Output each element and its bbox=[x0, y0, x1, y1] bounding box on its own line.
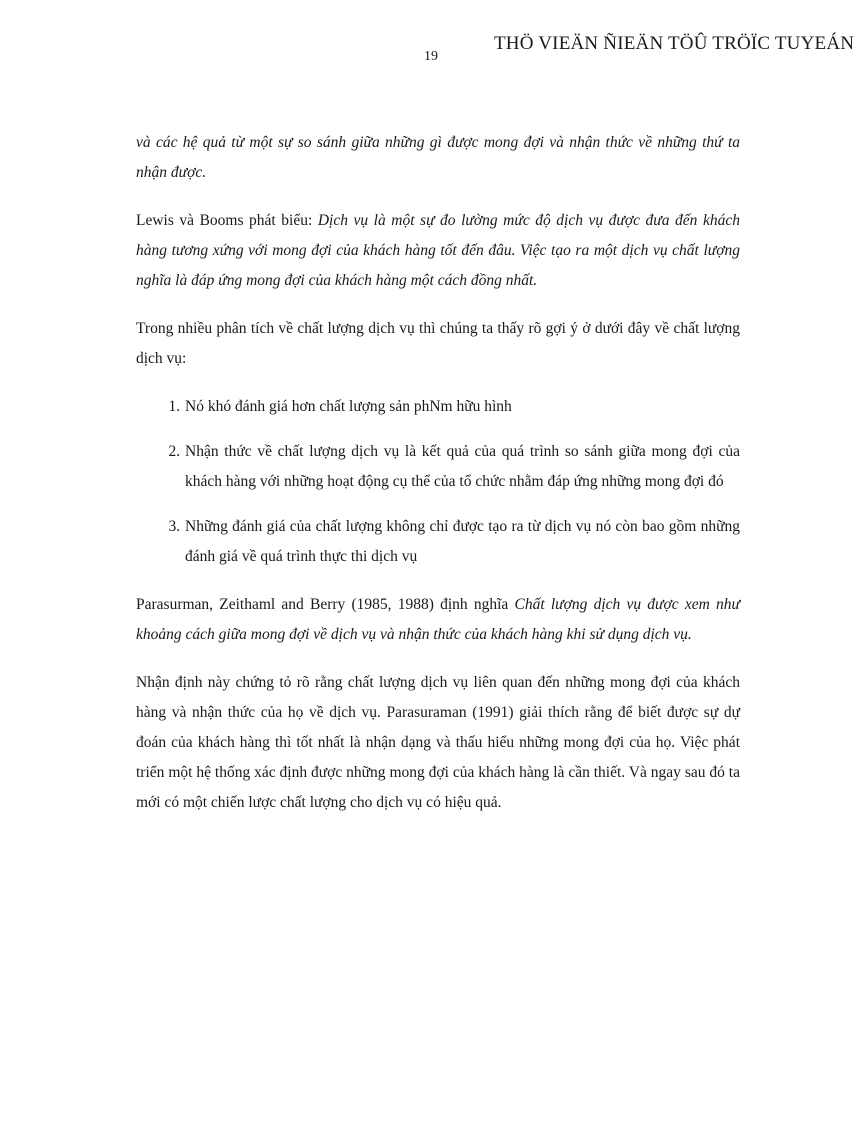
paragraph-analysis-intro: Trong nhiều phân tích về chất lượng dịch vụ thì chúng ta thấy rõ gợi ý ở dưới đây về chất lượng dịch vụ: bbox=[136, 320, 740, 367]
page-number: 19 bbox=[424, 49, 438, 64]
paragraph-conclusion: Nhận định này chứng tỏ rõ rằng chất lượng dịch vụ liên quan đến những mong đợi của khách hàng và nhận thức của họ về dịch vụ. Parasuraman (1991) giải thích rằng để biết được sự dự đoán của khách hàng thì tốt nhất là nhận dạng và thấu hiểu những mong đợi của họ. Việc phát triển một hệ thống xác định được những mong đợi của khách hàng là cần thiết. Và ngay sau đó ta mới có một chiến lược chất lượng cho dịch vụ có hiệu quả. bbox=[136, 674, 740, 811]
list-item: 2. Nhận thức về chất lượng dịch vụ là kết quả của quá trình so sánh giữa mong đợi của khách hàng với những hoạt động cụ thể của tổ chức nhằm đáp ứng những mong đợi đó bbox=[184, 437, 740, 497]
paragraph-lead-text: Lewis và Booms phát biểu: bbox=[136, 212, 318, 229]
paragraph-parasurman-definition bbox=[136, 590, 740, 650]
list-item: 3. Những đánh giá của chất lượng không chỉ được tạo ra từ dịch vụ nó còn bao gồm những đánh giá về quá trình thực thi dịch vụ bbox=[184, 512, 740, 572]
list-item: 1. Nó khó đánh giá hơn chất lượng sản phNm hữu hình bbox=[184, 392, 740, 422]
numbered-list bbox=[136, 392, 740, 572]
paragraph-lead-text: Parasurman, Zeithaml and Berry (1985, 1988) định nghĩa bbox=[136, 596, 515, 613]
document-body bbox=[136, 128, 740, 836]
paragraph-quality-comparison: và các hệ quả từ một sự so sánh giữa những gì được mong đợi và nhận thức về những thứ ta nhận được. bbox=[136, 134, 740, 181]
quote-lewis-booms: Dịch vụ là một sự đo lường mức độ dịch vụ được đưa đến khách hàng tương xứng với mong đợi của khách hàng tốt đến đâu. Việc tạo ra một dịch vụ chất lượng nghĩa là đáp ứng mong đợi của khách hàng một cách đồng nhất. bbox=[136, 212, 740, 289]
library-watermark-header: THÖ VIEÄN ÑIEÄN TÖÛ TRÖÏC TUYEÁN bbox=[494, 33, 854, 54]
paragraph-lewis-booms bbox=[136, 206, 740, 296]
quote-definition: Chất lượng dịch vụ được xem như khoảng cách giữa mong đợi về dịch vụ và nhận thức của khách hàng khi sử dụng dịch vụ. bbox=[136, 596, 740, 643]
